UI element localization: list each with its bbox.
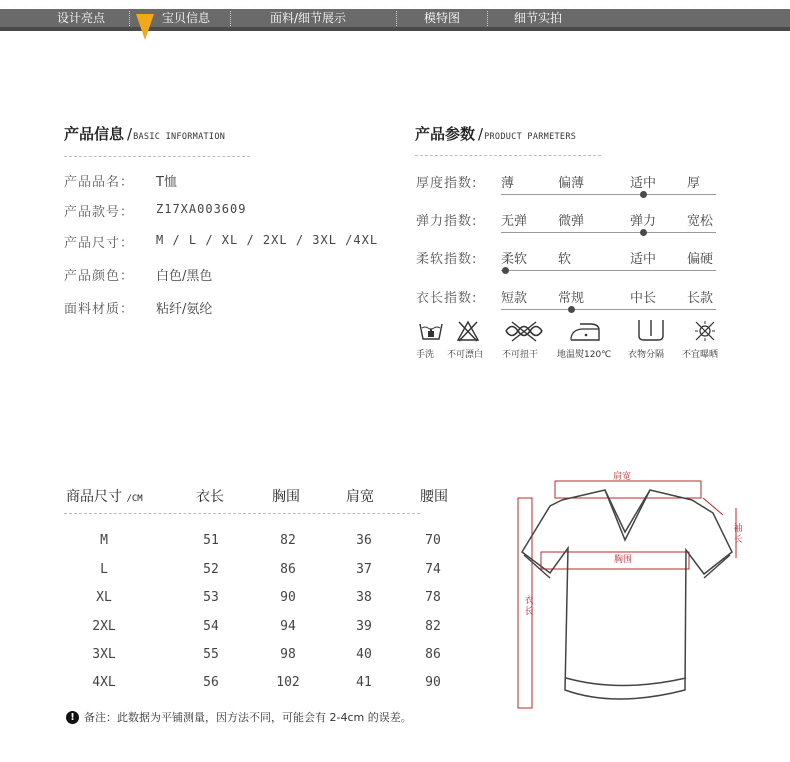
size-table-cell: 86 — [425, 647, 441, 662]
no-wring-icon — [504, 320, 544, 342]
product-params-title: 产品参数 /PRODUCT PARMETERS — [415, 125, 577, 143]
size-table-cell: 4XL — [92, 675, 116, 690]
info-value-colors: 白色/黑色 — [156, 269, 213, 284]
size-table-cell: M — [100, 533, 108, 548]
param-label: 弹力指数: — [416, 214, 478, 229]
info-value-material: 粘纤/氨纶 — [156, 302, 213, 317]
info-label-sizes: 产品尺寸： — [64, 236, 135, 251]
param-scale-line — [501, 309, 716, 310]
param-option: 中长 — [630, 291, 657, 306]
info-label-material: 面料材质： — [64, 302, 135, 317]
product-info-title: 产品信息 /BASIC INFORMATION — [64, 125, 226, 143]
param-option: 软 — [558, 252, 572, 267]
size-table-cell: 70 — [425, 533, 441, 548]
nav-bar-shadow — [0, 27, 790, 31]
param-label: 衣长指数: — [416, 291, 478, 306]
param-option: 长款 — [687, 291, 714, 306]
size-table-cell: L — [100, 562, 108, 577]
size-table-header-waist: 腰围 — [420, 489, 448, 505]
no-bleach-icon — [456, 320, 480, 342]
size-table-header-size-label: 商品尺寸 — [66, 489, 122, 505]
nav-separator — [396, 11, 397, 26]
separate-wash-icon — [636, 318, 666, 342]
nav-tab-design-highlights[interactable]: 设计亮点 — [57, 11, 106, 25]
size-table-cell: XL — [96, 590, 112, 605]
size-table-cell: 36 — [356, 533, 372, 548]
info-label-style-no: 产品款号： — [64, 205, 135, 220]
divider — [64, 513, 420, 514]
nav-active-marker — [136, 14, 154, 40]
nav-tab-fabric-details[interactable]: 面料/细节展示 — [270, 11, 347, 25]
param-scale-marker — [502, 267, 509, 274]
label-shoulder: 肩宽 — [613, 472, 632, 482]
param-option: 弹力 — [630, 214, 657, 229]
size-table-header-size — [66, 486, 143, 506]
param-option: 偏硬 — [687, 252, 714, 267]
param-option: 偏薄 — [558, 176, 585, 191]
param-option: 短款 — [501, 291, 528, 306]
size-table-header-length: 衣长 — [196, 489, 224, 505]
nav-tab-model-photos[interactable]: 模特图 — [424, 11, 461, 25]
size-table-unit: /CM — [126, 494, 143, 504]
measure-lines — [518, 481, 736, 708]
nav-tab-product-info[interactable]: 宝贝信息 — [162, 11, 211, 25]
param-option: 宽松 — [687, 214, 714, 229]
nav-separator — [129, 11, 130, 26]
param-option: 适中 — [630, 176, 657, 191]
param-scale-marker — [568, 306, 575, 313]
size-table-cell: 56 — [203, 675, 219, 690]
param-option: 无弹 — [501, 214, 528, 229]
size-table-cell: 52 — [203, 562, 219, 577]
size-table-header-shoulder: 肩宽 — [346, 489, 374, 505]
nav-tab-detail-shots[interactable]: 细节实拍 — [514, 11, 563, 25]
info-value-style-no: Z17XA003609 — [156, 202, 247, 216]
param-label: 柔软指数: — [416, 252, 478, 267]
iron-icon — [568, 320, 602, 342]
care-label-no-bleach: 不可漂白 — [447, 350, 484, 360]
param-scale-line — [501, 232, 716, 233]
info-label-colors: 产品颜色： — [64, 269, 135, 284]
nav-separator — [230, 11, 231, 26]
size-table-header-chest: 胸围 — [272, 489, 300, 505]
measurement-note — [66, 709, 412, 725]
param-option: 微弹 — [558, 214, 585, 229]
care-label-separate: 衣物分隔 — [628, 350, 665, 360]
param-option: 常规 — [558, 291, 585, 306]
size-table-cell: 39 — [356, 619, 372, 634]
size-table-cell: 54 — [203, 619, 219, 634]
size-table-cell: 40 — [356, 647, 372, 662]
size-table-cell: 94 — [280, 619, 296, 634]
care-label-no-sun: 不宜曝晒 — [682, 350, 719, 360]
info-label-name: 产品品名： — [64, 175, 135, 190]
size-table-cell: 3XL — [92, 647, 116, 662]
param-option: 薄 — [501, 176, 515, 191]
size-table-cell: 82 — [425, 619, 441, 634]
param-option: 柔软 — [501, 252, 528, 267]
tshirt-diagram — [510, 468, 750, 713]
size-table-cell: 74 — [425, 562, 441, 577]
size-table-cell: 98 — [280, 647, 296, 662]
size-table-cell: 90 — [425, 675, 441, 690]
param-option: 适中 — [630, 252, 657, 267]
param-scale-marker — [640, 229, 647, 236]
care-label-iron: 地温熨120℃ — [557, 350, 612, 360]
measurement-note-text: 备注：此数据为平铺测量，因方法不同，可能会有 2-4cm 的误差。 — [84, 711, 412, 724]
info-value-name: T恤 — [156, 175, 177, 190]
divider — [64, 156, 250, 157]
product-info-title-cn: 产品信息 — [64, 125, 125, 143]
shoulder-measure-box — [555, 481, 701, 498]
param-scale-line — [501, 270, 716, 271]
size-table-cell: 82 — [280, 533, 296, 548]
param-option: 厚 — [687, 176, 701, 191]
size-table-cell: 53 — [203, 590, 219, 605]
warning-icon: ! — [66, 711, 79, 724]
label-chest: 胸围 — [614, 555, 633, 565]
param-scale-line — [501, 194, 716, 195]
param-scale-marker — [640, 191, 647, 198]
size-table-cell: 55 — [203, 647, 219, 662]
care-label-no-wring: 不可扭干 — [502, 350, 539, 360]
size-table-cell: 102 — [276, 675, 300, 690]
size-table-cell: 41 — [356, 675, 372, 690]
size-table-cell: 78 — [425, 590, 441, 605]
nav-separator — [487, 11, 488, 26]
decorative-chain-border — [0, 0, 790, 8]
no-sun-dry-icon — [693, 320, 717, 342]
size-table-cell: 2XL — [92, 619, 116, 634]
chain-pattern — [0, 7, 790, 8]
size-table-cell: 90 — [280, 590, 296, 605]
info-value-sizes: M / L / XL / 2XL / 3XL /4XL — [156, 233, 379, 247]
hand-wash-icon — [419, 320, 443, 342]
care-label-hand-wash: 手洗 — [416, 350, 435, 360]
size-table-cell: 37 — [356, 562, 372, 577]
label-sleeve: 袖长 — [733, 524, 743, 545]
product-info-title-en: BASIC INFORMATION — [133, 132, 226, 142]
product-params-title-cn: 产品参数 — [415, 125, 476, 143]
product-params-title-en: PRODUCT PARMETERS — [484, 132, 577, 142]
size-table-cell: 51 — [203, 533, 219, 548]
tshirt-outline — [522, 490, 732, 699]
label-length: 衣长 — [524, 596, 534, 617]
size-table-cell: 86 — [280, 562, 296, 577]
divider — [415, 155, 601, 156]
size-table-cell: 38 — [356, 590, 372, 605]
param-label: 厚度指数: — [416, 176, 478, 191]
